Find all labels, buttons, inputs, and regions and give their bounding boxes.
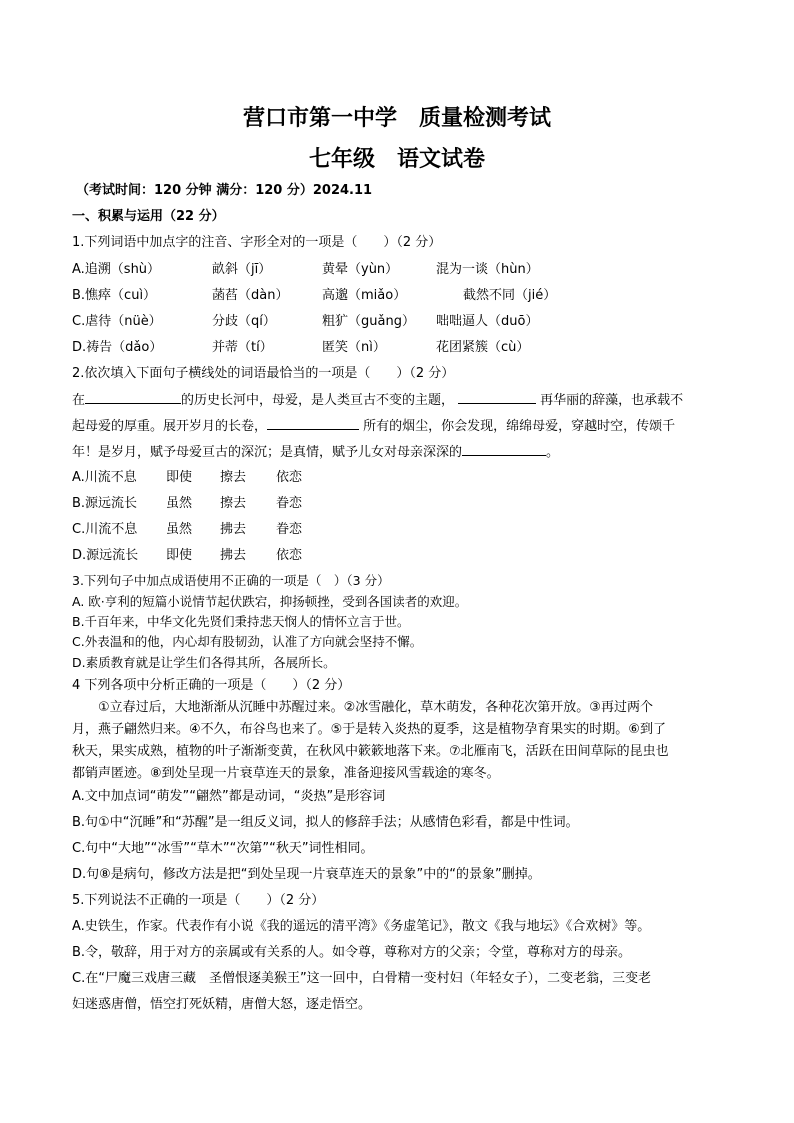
q2-option-c3: 拂去 <box>220 522 247 537</box>
q1-option-a3: 黄晕（yùn） <box>322 262 399 277</box>
q3-option-b: B.千百年来，中华文化先贤们秉持悲天悯人的情怀立言于世。 <box>72 614 410 629</box>
q2-option-a2: 即使 <box>166 470 193 485</box>
fill-blank <box>85 391 181 404</box>
q2-passage-line1: 在 的历史长河中，母爱，是人类亘古不变的主题， 再华丽的辞藻，也承载不 <box>72 393 684 408</box>
q3-option-c: C.外表温和的他，内心却有股韧劲，认准了方向就会坚持不懈。 <box>72 634 423 649</box>
fill-blank <box>458 391 536 404</box>
q2-option-b2: 虽然 <box>166 496 193 511</box>
q2-option-a4: 依恋 <box>276 470 303 485</box>
q2-passage-line3: 年！是岁月，赋予母爱亘古的深沉；是真情，赋予儿女对母亲深深的 。 <box>72 445 560 460</box>
q5-option-c-line2: 妇迷惑唐僧，悟空打死妖精，唐僧大怒，逐走悟空。 <box>72 997 372 1012</box>
q4-option-d: D.句⑧是病句，修改方法是把“到处呈现一片衰草连天的景象”中的“的景象”删掉。 <box>72 867 541 882</box>
q4-option-b: B.句①中“沉睡”和“苏醒”是一组反义词，拟人的修辞手法；从感情色彩看，都是中性词。 <box>72 815 579 830</box>
exam-meta: （考试时间：120 分钟 满分：120 分）2024.11 <box>76 183 373 198</box>
q4-option-a: A.文中加点词“萌发”“翩然”都是动词，“炎热”是形容词 <box>72 789 386 804</box>
q2-passage-line2: 起母爱的厚重。展开岁月的长卷， 所有的烟尘，你会发现，绵绵母爱，穿越时空，传颂千 <box>72 419 676 434</box>
fill-blank <box>462 443 546 456</box>
q1-option-b4: 截然不同（jié） <box>463 288 557 303</box>
q4-option-c: C.句中“大地”“冰雪”“草木”“次第”“秋天”词性相同。 <box>72 841 374 856</box>
q2-option-d1: D.源远流长 <box>72 548 139 563</box>
q2-option-c4: 眷恋 <box>276 522 303 537</box>
q2-option-d4: 依恋 <box>276 548 303 563</box>
q5-option-c-line1: C.在“尸魔三戏唐三藏 圣僧恨逐美猴王”这一回中，白骨精一变村妇（年轻女子），二变老翁，三变老 <box>72 971 652 986</box>
q1-option-c4: 咄咄逼人（duō） <box>436 314 539 329</box>
q1-option-b3: 高邈（miǎo） <box>322 288 407 303</box>
q5-option-b: B.令，敬辞，用于对方的亲属或有关系的人。如令尊，尊称对方的父亲；令堂，尊称对方的母亲。 <box>72 945 632 960</box>
q2-option-c2: 虽然 <box>166 522 193 537</box>
q4-passage-line4: 都销声匿迹。⑧到处呈现一片衰草连天的景象，准备迎接风雪载途的寒冬。 <box>72 766 500 781</box>
q1-option-c1: C.虐待（nüè） <box>72 314 162 329</box>
q1-option-c3: 粗犷（guǎng） <box>322 314 415 329</box>
fill-blank <box>267 417 359 430</box>
q3-option-d: D.素质教育就是让学生们各得其所，各展所长。 <box>72 655 336 670</box>
q1-option-c2: 分歧（qí） <box>212 314 276 329</box>
q4-passage-line2: 月，燕子翩然归来。④不久，布谷鸟也来了。⑤于是转入炎热的夏季，这是植物孕育果实的时期。⑥到了 <box>72 722 666 737</box>
q1-option-a1: A.追溯（shù） <box>72 262 161 277</box>
q4-passage-line3: 秋天，果实成熟，植物的叶子渐渐变黄，在秋风中簌簌地落下来。⑦北雁南飞，活跃在田间草际的昆虫也 <box>72 744 669 759</box>
q2-option-c1: C.川流不息 <box>72 522 138 537</box>
q2-option-b1: B.源远流长 <box>72 496 138 511</box>
section-heading: 一、积累与运用（22 分） <box>72 209 225 224</box>
q1-option-d1: D.祷告（dǎo） <box>72 340 163 355</box>
q2-option-a3: 擦去 <box>220 470 247 485</box>
exam-title: 营口市第一中学 质量检测考试 <box>242 105 551 131</box>
q3-option-a: A. 欧·亨利的短篇小说情节起伏跌宕，抑扬顿挫，受到各国读者的欢迎。 <box>72 594 468 609</box>
q1-option-d4: 花团紧簇（cù） <box>436 340 530 355</box>
q1-option-a2: 畝斜（jī） <box>212 262 272 277</box>
q1-option-b1: B.憔瘁（cuì） <box>72 288 157 303</box>
q1-option-a4: 混为一谈（hùn） <box>436 262 539 277</box>
q3-stem: 3.下列句子中加点成语使用不正确的一项是（ ）（3 分） <box>72 573 390 588</box>
q2-option-a1: A.川流不息 <box>72 470 137 485</box>
q4-stem: 4 下列各项中分析正确的一项是（ ）（2 分） <box>72 678 351 693</box>
q2-option-b4: 眷恋 <box>276 496 303 511</box>
q4-passage-line1: ①立春过后，大地渐渐从沉睡中苏醒过来。②冰雪融化，草木萌发，各种花次第开放。③再过两个 <box>72 700 653 715</box>
q2-option-d2: 即使 <box>166 548 193 563</box>
q1-option-d2: 并蒂（tí） <box>212 340 273 355</box>
q1-option-d3: 匿笑（nì） <box>322 340 386 355</box>
q1-option-b2: 菡萏（dàn） <box>212 288 289 303</box>
q2-option-d3: 拂去 <box>220 548 247 563</box>
q1-stem: 1.下列词语中加点字的注音、字形全对的一项是（ ）（2 分） <box>72 235 442 250</box>
q2-stem: 2.依次填入下面句子横线处的词语最恰当的一项是（ ）（2 分） <box>72 366 455 381</box>
exam-subtitle: 七年级 语文试卷 <box>308 146 485 172</box>
q5-option-a: A.史铁生，作家。代表作有小说《我的遥远的清平湾》《务虚笔记》，散文《我与地坛》《合欢树》等。 <box>72 919 651 934</box>
q2-option-b3: 擦去 <box>220 496 247 511</box>
q5-stem: 5.下列说法不正确的一项是（ ）（2 分） <box>72 893 325 908</box>
